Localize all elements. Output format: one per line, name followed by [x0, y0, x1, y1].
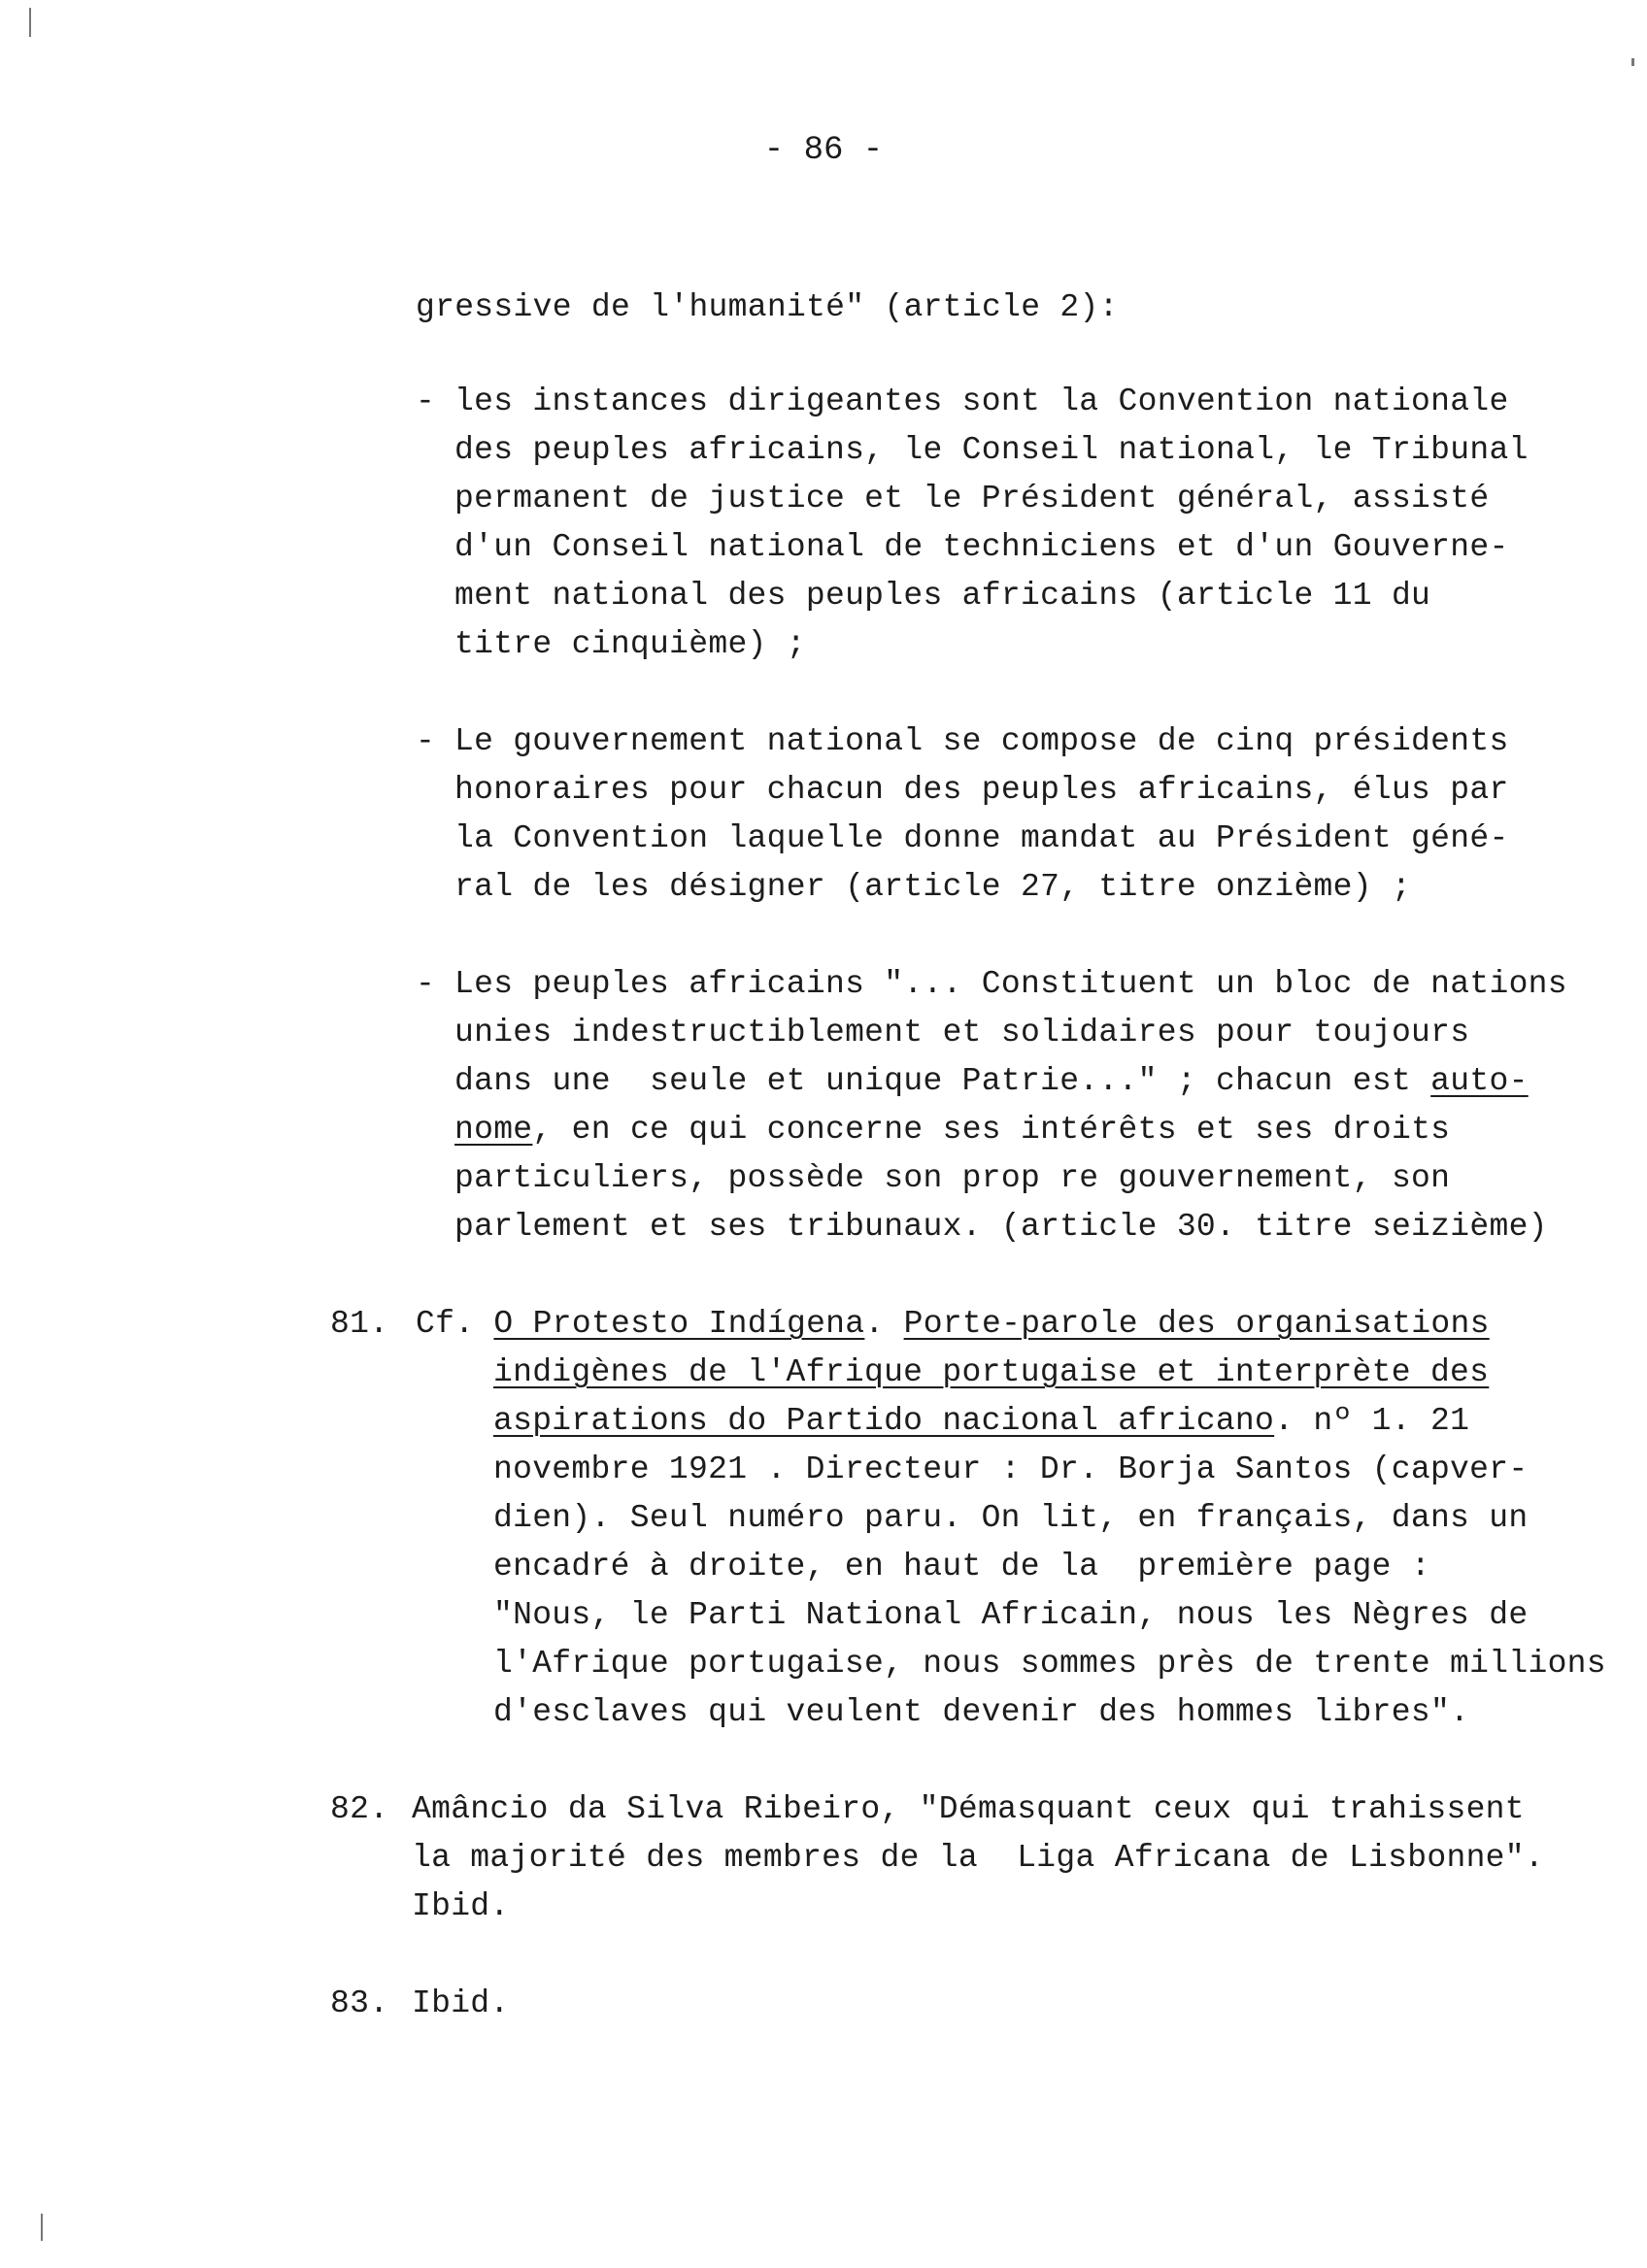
- note-82-line-2: la majorité des membres de la Liga Africana de Lisbonne".: [412, 1840, 1544, 1876]
- bullet-3-line-5: particuliers, possède son prop re gouvernement, son: [454, 1160, 1451, 1196]
- underlined-word-part-1: auto-: [1430, 1063, 1529, 1099]
- note-81-line-2: [493, 1349, 1489, 1397]
- note-81-line-3: [493, 1397, 1469, 1446]
- note-81-title: O Protesto Indígena: [493, 1306, 865, 1342]
- bullet-3-line-3-text: dans une seule et unique Patrie..." ; chacun est: [454, 1063, 1431, 1099]
- note-81-after-title: . nº 1. 21: [1274, 1403, 1470, 1439]
- note-81-line-7: "Nous, le Parti National Africain, nous les Nègres de: [493, 1597, 1529, 1633]
- bullet-2-line-1: Le gouvernement national se compose de cinq présidents: [454, 723, 1509, 759]
- note-82-line-1: Amâncio da Silva Ribeiro, "Démasquant ceux qui trahissent: [412, 1791, 1525, 1827]
- scan-mark-top-left: [29, 8, 31, 37]
- note-81-line-8: l'Afrique portugaise, nous sommes près de trente millions: [493, 1646, 1606, 1682]
- scan-mark-top-right: [1631, 58, 1634, 66]
- note-81-subtitle-1: Porte-parole des organisations: [903, 1306, 1490, 1342]
- note-number: 81.: [330, 1306, 389, 1342]
- note-81-line-9: d'esclaves qui veulent devenir des hommes libres".: [493, 1694, 1470, 1730]
- note-81-line-6: encadré à droite, en haut de la première page :: [493, 1549, 1430, 1584]
- bullet-3-line-1: Les peuples africains "... Constituent un bloc de nations: [454, 966, 1567, 1002]
- bullet-2-line-3: la Convention laquelle donne mandat au Président géné-: [454, 820, 1509, 856]
- bullet-3-line-6: parlement et ses tribunaux. (article 30. titre seizième): [454, 1209, 1548, 1245]
- bullet-1-line-5: ment national des peuples africains (article 11 du: [454, 578, 1431, 614]
- bullet-1-line-4: d'un Conseil national de techniciens et d'un Gouverne-: [454, 529, 1509, 565]
- intro-line: gressive de l'humanité" (article 2):: [416, 289, 1119, 325]
- note-81-line-1: [416, 1300, 1490, 1349]
- note-81-title-sep: .: [864, 1306, 904, 1342]
- bullet-1-line-3: permanent de justice et le Président général, assisté: [454, 481, 1490, 517]
- bullet-2-line-2: honoraires pour chacun des peuples africains, élus par: [454, 772, 1509, 808]
- bullet-3-line-3: [454, 1057, 1529, 1106]
- note-81-line-5: dien). Seul numéro paru. On lit, en français, dans un: [493, 1500, 1529, 1536]
- bullet-1-line-2: des peuples africains, le Conseil national, le Tribunal: [454, 432, 1529, 468]
- underlined-word-part-2: nome: [454, 1112, 533, 1148]
- bullet-marker: -: [416, 384, 436, 419]
- bullet-1-line-1: les instances dirigeantes sont la Convention nationale: [454, 384, 1509, 419]
- note-83-line-1: Ibid.: [412, 1985, 510, 2021]
- note-82-line-3: Ibid.: [412, 1888, 510, 1924]
- bullet-marker: -: [416, 966, 436, 1002]
- note-81-subtitle-2: indigènes de l'Afrique portugaise et interprète des: [493, 1354, 1490, 1390]
- note-81-subtitle-3: aspirations do Partido nacional africano: [493, 1403, 1275, 1439]
- bullet-3-line-4: [454, 1106, 1450, 1154]
- bullet-1-line-6: titre cinquième) ;: [454, 626, 806, 662]
- note-number: 82.: [330, 1791, 389, 1827]
- page-number: - 86 -: [763, 132, 884, 169]
- note-81-lead: Cf.: [416, 1306, 475, 1342]
- bullet-2-line-4: ral de les désigner (article 27, titre onzième) ;: [454, 869, 1412, 905]
- bullet-marker: -: [416, 723, 436, 759]
- note-number: 83.: [330, 1985, 389, 2021]
- note-81-line-4: novembre 1921 . Directeur : Dr. Borja Santos (capver-: [493, 1451, 1529, 1487]
- bullet-3-line-4-text: , en ce qui concerne ses intérêts et ses droits: [532, 1112, 1451, 1148]
- bullet-3-line-2: unies indestructiblement et solidaires pour toujours: [454, 1015, 1470, 1051]
- scan-mark-bottom-left: [41, 2214, 43, 2241]
